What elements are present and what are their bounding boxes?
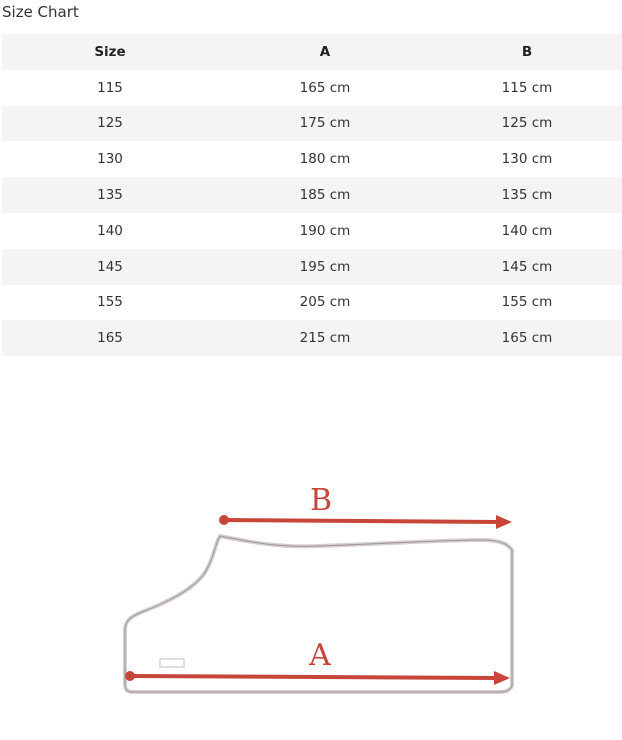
cell-a: 165 cm [299,79,351,96]
cell-b: 115 cm [501,79,553,96]
cell-size: 165 [97,330,123,347]
cell-size: 145 [97,258,123,275]
cell-size: 115 [97,79,123,96]
page-title: Size Chart [2,3,79,21]
measure-b-label: B [309,483,333,518]
cell-a: 195 cm [299,258,351,275]
cell-a: 205 cm [299,294,351,311]
cell-a: 175 cm [299,115,351,132]
table-row [2,249,622,285]
column-header-b: B [521,43,533,60]
table-row [2,213,622,249]
table-row [2,70,622,106]
cell-size: 125 [97,115,123,132]
measure-b-line [224,520,498,522]
cell-a: 185 cm [299,187,351,204]
table-row [2,177,622,213]
size-chart-table [2,34,622,356]
table-row [2,320,622,356]
cell-b: 130 cm [501,151,553,168]
measure-a-label: A [309,638,331,673]
column-header-a: A [319,43,331,60]
table-header-row [2,34,622,70]
cell-b: 135 cm [501,187,553,204]
cell-b: 155 cm [501,294,553,311]
rug-measurement-diagram [110,470,530,710]
cell-size: 135 [97,187,123,204]
measure-a-line [130,676,496,678]
cell-a: 190 cm [299,222,351,239]
table-row [2,285,622,321]
table-row [2,106,622,142]
rug-tag [160,659,184,667]
measure-b-arrowhead [496,515,512,529]
measure-a-arrowhead [494,671,510,685]
cell-size: 130 [97,151,123,168]
cell-a: 180 cm [299,151,351,168]
cell-b: 165 cm [501,330,553,347]
cell-b: 145 cm [501,258,553,275]
cell-b: 125 cm [501,115,553,132]
cell-b: 140 cm [501,222,553,239]
column-header-size: Size [94,43,126,60]
cell-size: 155 [97,294,123,311]
cell-size: 140 [97,222,123,239]
table-row [2,141,622,177]
cell-a: 215 cm [299,330,351,347]
